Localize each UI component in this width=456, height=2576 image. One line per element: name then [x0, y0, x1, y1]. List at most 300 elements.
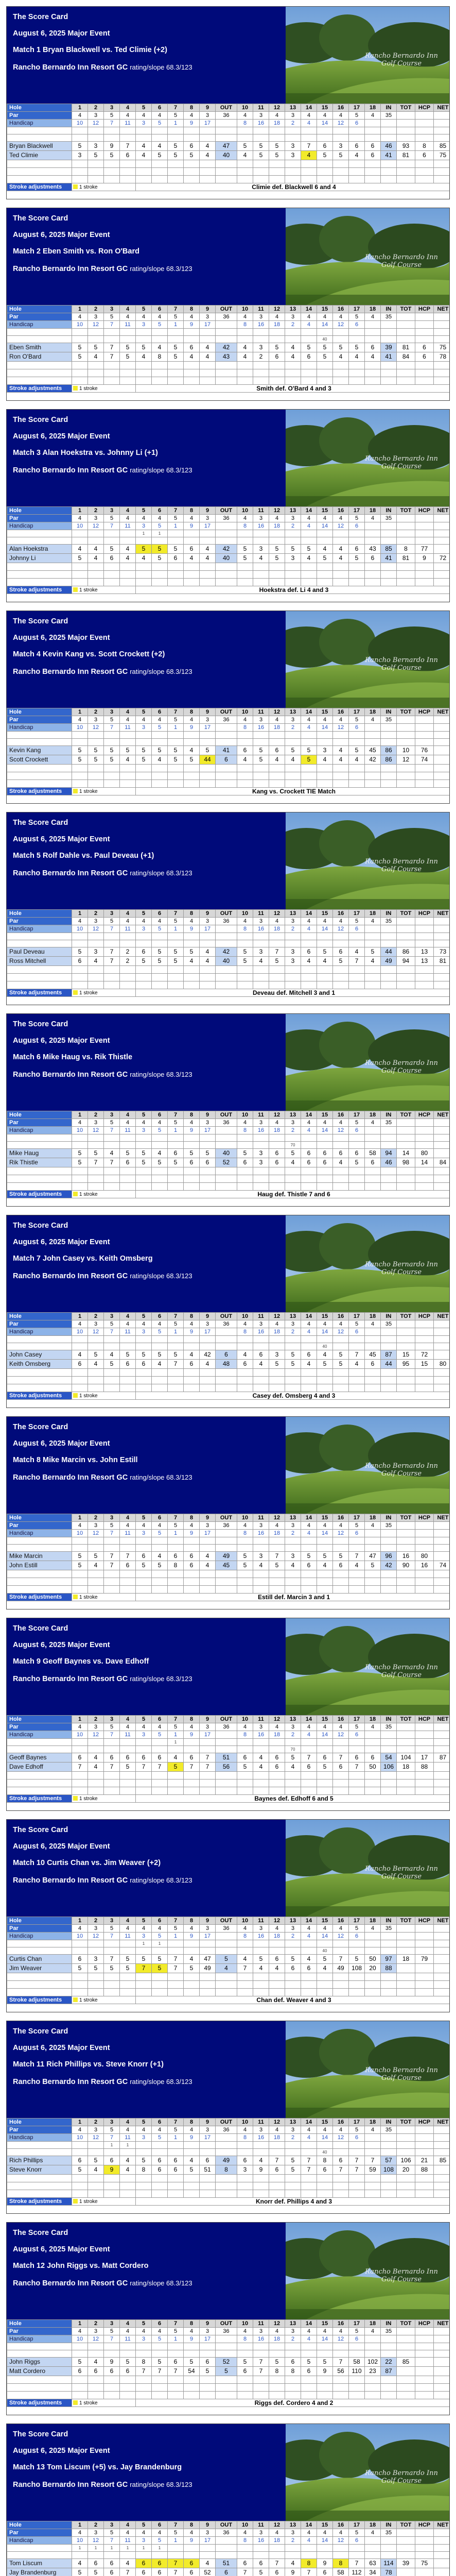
blank-cell: [333, 2175, 349, 2182]
blank-cell: [216, 1772, 237, 1780]
score-note: [200, 537, 216, 545]
player-score: 39: [397, 2559, 415, 2568]
par-label: Par: [7, 2328, 72, 2335]
blank-cell: [136, 1989, 152, 1996]
par-cell: 5: [349, 2126, 365, 2134]
player-score: 6: [365, 1360, 381, 1369]
blank-cell: [7, 1947, 72, 1955]
stroke-marker: [72, 1739, 88, 1746]
hole-number: 15: [317, 910, 333, 918]
handicap-cell: 4: [301, 1530, 317, 1537]
score-note: [168, 1947, 184, 1955]
player-score: 6: [301, 1561, 317, 1570]
player-row: [7, 1149, 450, 1158]
handicap-cell: 6: [349, 2134, 365, 2142]
card-header: [7, 1820, 449, 1917]
score-note: [253, 1343, 269, 1350]
blank-cell: [269, 1989, 285, 1996]
handicap-cell: 9: [184, 2134, 200, 2142]
hole-number: 8: [184, 1917, 200, 1925]
hole-number: NET: [434, 1716, 450, 1723]
blank-cell: [152, 1377, 168, 1384]
hole-number: IN: [381, 708, 397, 716]
blank-cell: [104, 362, 120, 369]
player-score: 41: [216, 746, 237, 755]
handicap-cell: [365, 2537, 381, 2545]
blank-cell: [253, 1772, 269, 1780]
score-note: [349, 940, 365, 947]
score-note: [136, 537, 152, 545]
blank-cell: [200, 974, 216, 981]
par-cell: 4: [301, 112, 317, 120]
score-note: [415, 2350, 434, 2358]
blank-cell: [7, 362, 72, 369]
stroke-marker: 1: [136, 1940, 152, 1947]
score-note: [415, 134, 434, 142]
handicap-cell: 12: [333, 2335, 349, 2343]
handicap-cell: 2: [285, 1127, 301, 1134]
player-score: 7: [104, 947, 120, 957]
hole-number: 3: [104, 507, 120, 515]
handicap-cell: 9: [184, 321, 200, 329]
hole-label: Hole: [7, 1716, 72, 1723]
score-note-row: [7, 2552, 450, 2559]
player-score: 5: [285, 1955, 301, 1964]
handicap-row: [7, 1933, 450, 1940]
player-score: 4: [317, 1350, 333, 1360]
par-cell: 4: [301, 1723, 317, 1731]
player-score: 2: [120, 957, 136, 966]
score-note: [349, 1545, 365, 1552]
player-score: [434, 1955, 450, 1964]
stroke-adjust-label: Stroke adjustments: [7, 1996, 72, 2004]
hole-number: 9: [200, 1917, 216, 1925]
blank-cell: [216, 2190, 237, 2198]
hole-number: TOT: [397, 1313, 415, 1320]
hole-number: TOT: [397, 2521, 415, 2529]
stroke-swatch: [73, 1796, 78, 1801]
player-score: 6: [184, 1552, 200, 1561]
blank-cell: [285, 160, 301, 168]
par-cell: [415, 2328, 434, 2335]
score-note: [104, 336, 120, 343]
hole-number: 11: [253, 1313, 269, 1320]
blank-cell: [216, 1377, 237, 1384]
handicap-cell: 11: [120, 120, 136, 127]
hole-row: [7, 507, 450, 515]
player-row: [7, 1964, 450, 1973]
score-note: [434, 2350, 450, 2358]
score-note: [88, 1746, 104, 1753]
hole-number: HCP: [415, 1313, 434, 1320]
blank-cell: [136, 780, 152, 788]
player-score: 5: [72, 1552, 88, 1561]
par-cell: 4: [184, 1723, 200, 1731]
score-note: [184, 2552, 200, 2559]
stroke-marker: [136, 1739, 152, 1746]
par-cell: 3: [285, 1925, 301, 1933]
blank-cell: [381, 1981, 397, 1989]
score-note: [72, 2552, 88, 2559]
blank-cell: [349, 2182, 365, 2190]
hole-row: [7, 306, 450, 313]
blank-cell: [184, 2384, 200, 2392]
blank-cell: [434, 563, 450, 571]
player-score: 4: [349, 1360, 365, 1369]
blank-cell: [269, 1787, 285, 1795]
blank-cell: [168, 369, 184, 377]
blank-cell: [88, 2190, 104, 2198]
stroke-marker: [152, 1537, 168, 1545]
stroke-marker: [333, 1739, 349, 1746]
blank-cell: [184, 571, 200, 579]
score-note: [200, 2350, 216, 2358]
player-score: 4: [285, 2559, 301, 2568]
player-score: 94: [397, 957, 415, 966]
blank-cell: [88, 369, 104, 377]
hole-number: 11: [253, 910, 269, 918]
score-note: [333, 1545, 349, 1552]
blank-cell: [7, 2350, 72, 2358]
score-note: [168, 940, 184, 947]
blank-cell: [136, 1772, 152, 1780]
score-note: [253, 1545, 269, 1552]
player-score: 6: [136, 1552, 152, 1561]
handicap-row: [7, 522, 450, 530]
blank-cell: [168, 2182, 184, 2190]
handicap-cell: 6: [349, 120, 365, 127]
player-score: 6: [120, 1158, 136, 1167]
score-note: [434, 940, 450, 947]
stroke-key: 1 stroke: [72, 989, 136, 997]
stroke-marker: [269, 1336, 285, 1343]
player-score: 97: [381, 1955, 397, 1964]
player-score: 8: [269, 2367, 285, 2376]
handicap-cell: 3: [136, 321, 152, 329]
player-score: 6: [168, 2358, 184, 2367]
blank-cell: [72, 765, 88, 772]
player-name: Dave Edhoff: [7, 1762, 72, 1772]
blank-cell: [88, 2376, 104, 2384]
par-cell: 3: [285, 1723, 301, 1731]
player-score: 15: [415, 1360, 434, 1369]
blank-cell: [237, 2384, 253, 2392]
player-score: 4: [152, 755, 168, 765]
score-note: [237, 134, 253, 142]
course-photo-frame: [286, 410, 449, 506]
player-score: 3: [253, 947, 269, 957]
score-note: [381, 1545, 397, 1552]
match-title: Match 11 Rich Phillips vs. Steve Knorr (+1): [13, 2060, 164, 2069]
event-date: August 6, 2025 Major Event: [13, 1238, 110, 1246]
handicap-cell: 18: [269, 120, 285, 127]
stroke-marker: [415, 1134, 434, 1142]
player-score: 4: [72, 1350, 88, 1360]
hole-number: 14: [301, 507, 317, 515]
blank-cell: [152, 772, 168, 780]
blank-cell: [184, 1384, 200, 1392]
player-score: 4: [72, 2559, 88, 2568]
handicap-cell: 9: [184, 1328, 200, 1336]
blank-cell: [136, 1586, 152, 1594]
blank-cell: [285, 377, 301, 385]
hole-number: 1: [72, 2119, 88, 2126]
player-score: 52: [216, 1158, 237, 1167]
blank-cell: [88, 160, 104, 168]
handicap-cell: 3: [136, 724, 152, 732]
blank-cell: [168, 1369, 184, 1377]
handicap-cell: 7: [104, 1127, 120, 1134]
hole-number: 16: [333, 507, 349, 515]
spacer-row: [7, 1780, 450, 1787]
stroke-marker: [349, 1336, 365, 1343]
player-score: 5: [136, 343, 152, 352]
par-cell: [434, 1925, 450, 1933]
player-score: 6: [168, 2165, 184, 2175]
player-score: 6: [120, 151, 136, 160]
stroke-marker: [301, 732, 317, 739]
player-score: 4: [237, 352, 253, 362]
course-label: Rancho Bernardo Inn Resort GC: [13, 869, 130, 877]
spacer-row: [7, 1973, 450, 1981]
player-score: 6: [216, 755, 237, 765]
score-note: [415, 1947, 434, 1955]
par-cell: 4: [184, 112, 200, 120]
blank-cell: [200, 579, 216, 586]
stroke-marker: [237, 329, 253, 336]
handicap-cell: 10: [72, 1127, 88, 1134]
player-score: 5: [72, 2358, 88, 2367]
player-score: 7: [72, 1762, 88, 1772]
handicap-cell: [415, 1328, 434, 1336]
hole-number: 9: [200, 1514, 216, 1522]
blank-cell: [381, 765, 397, 772]
blank-cell: [184, 1167, 200, 1175]
player-score: 4: [317, 957, 333, 966]
stroke-marker: [88, 1134, 104, 1142]
handicap-cell: 4: [301, 2335, 317, 2343]
blank-cell: [269, 168, 285, 176]
course-logo: Rancho Bernardo Inn Golf Course: [365, 1462, 438, 1478]
handicap-label: Handicap: [7, 1731, 72, 1739]
player-score: 5: [285, 1149, 301, 1158]
player-score: 108: [381, 2165, 397, 2175]
spacer-row: [7, 2182, 450, 2190]
blank-cell: [415, 2190, 434, 2198]
score-note: [285, 2149, 301, 2156]
player-score: 5: [136, 1158, 152, 1167]
player-score: 14: [415, 1158, 434, 1167]
player-score: 5: [88, 746, 104, 755]
score-note: [237, 1746, 253, 1753]
par-cell: [397, 1320, 415, 1328]
stroke-marker: [301, 127, 317, 134]
stroke-marker: [237, 1537, 253, 1545]
score-note: [381, 336, 397, 343]
par-cell: 4: [136, 2328, 152, 2335]
par-cell: 3: [253, 1522, 269, 1530]
hole-number: 3: [104, 1111, 120, 1119]
hole-number: 10: [237, 306, 253, 313]
blank-cell: [381, 981, 397, 989]
blank-cell: [415, 1369, 434, 1377]
player-score: 5: [317, 1955, 333, 1964]
handicap-cell: [365, 1530, 381, 1537]
course-photo-frame: [286, 208, 449, 305]
blank-cell: [317, 2190, 333, 2198]
par-cell: 3: [285, 112, 301, 120]
blank-cell: [237, 780, 253, 788]
par-cell: 4: [301, 2529, 317, 2537]
par-cell: 4: [365, 2126, 381, 2134]
player-score: 4: [349, 352, 365, 362]
hole-number: OUT: [216, 1313, 237, 1320]
stroke-marker: [88, 1940, 104, 1947]
score-note: [88, 1343, 104, 1350]
blank-cell: [88, 2175, 104, 2182]
blank-cell: [381, 966, 397, 974]
blank-cell: [301, 571, 317, 579]
hole-label: Hole: [7, 2521, 72, 2529]
player-row: [7, 957, 450, 966]
blank-cell: [253, 176, 269, 183]
handicap-row: [7, 321, 450, 329]
rating-slope: rating/slope 68.3/123: [130, 466, 192, 474]
scorecard: [6, 2021, 450, 2214]
player-score: 5: [168, 1350, 184, 1360]
handicap-cell: 2: [285, 120, 301, 127]
player-score: 93: [397, 142, 415, 151]
player-score: 87: [381, 2367, 397, 2376]
stroke-key: 1 stroke: [72, 1594, 136, 1601]
player-score: 5: [237, 1552, 253, 1561]
blank-cell: [365, 1167, 381, 1175]
blank-cell: [397, 1570, 415, 1578]
match-title: Match 6 Mike Haug vs. Rik Thistle: [13, 1053, 133, 1061]
player-score: 7: [237, 2568, 253, 2576]
hole-number: 3: [104, 1716, 120, 1723]
handicap-cell: [397, 1530, 415, 1537]
stroke-swatch: [73, 184, 78, 189]
card-title: The Score Card: [13, 1020, 68, 1028]
player-score: 5: [72, 2165, 88, 2175]
hole-number: TOT: [397, 1514, 415, 1522]
blank-cell: [7, 765, 72, 772]
blank-cell: [136, 772, 152, 780]
stroke-marker: [317, 2545, 333, 2552]
score-note: 40: [317, 2149, 333, 2156]
blank-cell: [7, 1142, 72, 1149]
player-score: 6: [88, 2367, 104, 2376]
score-note: [184, 1142, 200, 1149]
blank-cell: [381, 1973, 397, 1981]
par-cell: 36: [216, 2126, 237, 2134]
stroke-marker: [216, 127, 237, 134]
score-note: [397, 1746, 415, 1753]
score-note-row: [7, 2350, 450, 2358]
handicap-cell: 16: [253, 925, 269, 933]
player-score: 6: [253, 1350, 269, 1360]
blank-cell: [7, 1134, 72, 1142]
player-score: 7: [104, 1561, 120, 1570]
score-note: [152, 537, 168, 545]
handicap-cell: [434, 2335, 450, 2343]
blank-cell: [434, 966, 450, 974]
blank-cell: [269, 974, 285, 981]
score-note: [184, 134, 200, 142]
handicap-cell: 12: [88, 120, 104, 127]
blank-cell: [168, 1183, 184, 1191]
par-cell: 4: [301, 2126, 317, 2134]
hole-number: 18: [365, 1716, 381, 1723]
stroke-marker: [301, 329, 317, 336]
blank-cell: [285, 1989, 301, 1996]
blank-cell: [136, 1787, 152, 1795]
handicap-cell: 14: [317, 2537, 333, 2545]
handicap-cell: 11: [120, 1530, 136, 1537]
player-score: 4: [285, 352, 301, 362]
score-note: [136, 1947, 152, 1955]
hole-number: 17: [349, 708, 365, 716]
stroke-marker: [381, 127, 397, 134]
score-note: [349, 2552, 365, 2559]
blank-cell: [415, 160, 434, 168]
blank-cell: [317, 1570, 333, 1578]
score-note: [72, 134, 88, 142]
blank-cell: [317, 377, 333, 385]
blank-cell: [152, 1578, 168, 1586]
course-label: Rancho Bernardo Inn Resort GC: [13, 265, 130, 273]
card-title: The Score Card: [13, 2229, 68, 2237]
par-cell: [415, 1925, 434, 1933]
handicap-cell: 7: [104, 2134, 120, 2142]
blank-cell: [317, 1384, 333, 1392]
player-score: 5: [72, 1149, 88, 1158]
player-score: 7: [152, 2367, 168, 2376]
player-score: 6: [104, 1753, 120, 1762]
hole-number: 2: [88, 2320, 104, 2328]
blank-cell: [136, 369, 152, 377]
player-score: 6: [317, 1753, 333, 1762]
player-score: 5: [200, 1149, 216, 1158]
player-score: 52: [216, 2358, 237, 2367]
stroke-marker: [333, 1336, 349, 1343]
blank-cell: [397, 2392, 415, 2399]
hole-number: 2: [88, 910, 104, 918]
player-score: 6: [285, 1964, 301, 1973]
score-note: [434, 1142, 450, 1149]
player-score: 106: [381, 1762, 397, 1772]
handicap-cell: 4: [301, 321, 317, 329]
blank-cell: [184, 369, 200, 377]
player-score: 6: [365, 1158, 381, 1167]
handicap-cell: 17: [200, 120, 216, 127]
blank-cell: [7, 981, 72, 989]
player-score: 4: [317, 545, 333, 554]
score-note: [317, 2552, 333, 2559]
par-cell: 4: [136, 313, 152, 321]
hole-number: 7: [168, 1313, 184, 1320]
handicap-cell: 14: [317, 724, 333, 732]
player-score: 45: [365, 1350, 381, 1360]
blank-cell: [333, 981, 349, 989]
blank-cell: [365, 1989, 381, 1996]
player-score: 4: [104, 1149, 120, 1158]
stroke-marker: [349, 2545, 365, 2552]
hole-number: 10: [237, 2119, 253, 2126]
player-score: 5: [253, 142, 269, 151]
player-score: 6: [269, 1762, 285, 1772]
